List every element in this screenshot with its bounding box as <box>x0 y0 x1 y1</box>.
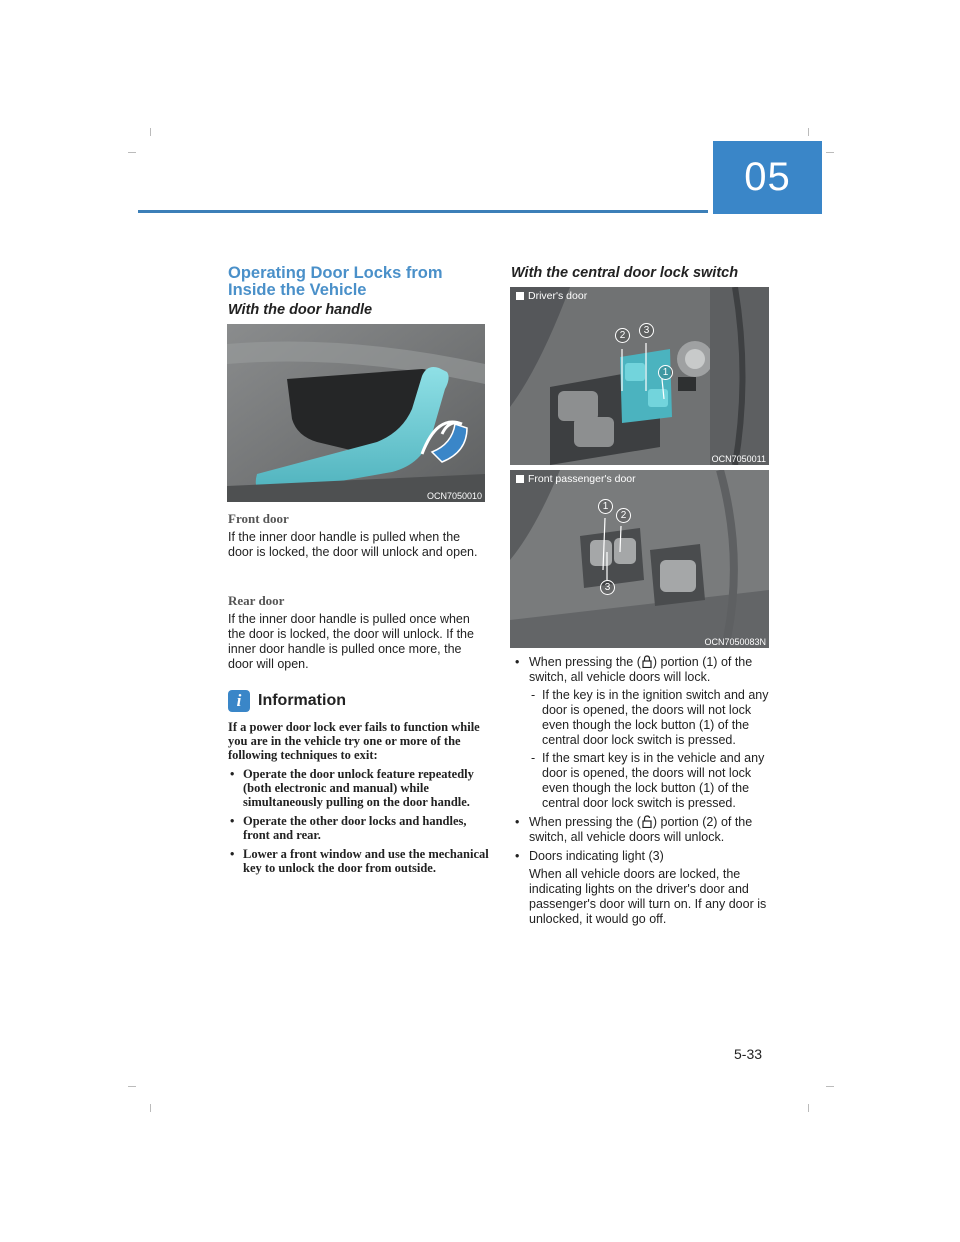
central-lock-list <box>512 655 774 927</box>
header-rule <box>138 210 708 213</box>
crop-mark <box>150 128 151 136</box>
crop-mark <box>826 1086 834 1087</box>
figure-code: OCN7050010 <box>426 491 482 501</box>
section-title-line2: Inside the Vehicle <box>228 281 367 299</box>
crop-mark <box>128 152 136 153</box>
info-icon: i <box>228 690 250 712</box>
bullet3-title: • Doors indicating light (3) <box>529 849 664 863</box>
list-item <box>512 815 774 845</box>
passenger-door-figure <box>510 470 769 648</box>
list-item <box>512 655 774 811</box>
door-handle-subheading: With the door handle <box>228 302 373 318</box>
drivers-door-label <box>516 290 587 302</box>
crop-mark <box>808 1104 809 1112</box>
callout-1: 1 <box>658 365 673 380</box>
list-item: - If the smart key is in the vehicle and any door is opened, the doors will not lock even though the lock button (1) of the central door lock switch is pressed. <box>529 751 774 811</box>
chapter-tab: 05 <box>713 141 822 214</box>
unlock-icon <box>642 815 652 828</box>
info-intro: If a power door lock ever fails to function while you are in the vehicle try one or more of the following techniques to exit: <box>228 720 480 762</box>
callout-1: 1 <box>598 499 613 514</box>
front-door-heading: Front door <box>228 511 289 526</box>
door-handle-illustration <box>227 324 485 502</box>
section-title-line1: Operating Door Locks from <box>228 264 443 282</box>
info-title: Information <box>258 692 346 709</box>
callout-3: 3 <box>639 323 654 338</box>
bullet1-before: When pressing the ( <box>529 655 641 669</box>
label-marker <box>516 475 524 483</box>
crop-mark <box>808 128 809 136</box>
figure-code: OCN7050011 <box>711 454 766 464</box>
bullet2-after: ) portion (2) of the switch, all vehicle doors will unlock. <box>529 815 753 844</box>
rear-door-heading: Rear door <box>228 593 285 608</box>
drivers-door-illustration <box>510 287 769 465</box>
passenger-door-label <box>516 473 636 485</box>
info-list <box>228 767 490 875</box>
passenger-door-illustration <box>510 470 769 648</box>
door-handle-figure <box>227 324 485 502</box>
list-item <box>512 849 774 927</box>
callout-2: 2 <box>616 508 631 523</box>
section-title <box>228 265 488 299</box>
list-item: • Operate the door unlock feature repeatedly (both electronic and manual) while simultaneously pulling on the door handle. <box>228 767 490 809</box>
crop-mark <box>826 152 834 153</box>
rear-door-text: If the inner door handle is pulled once when the door is locked, the door will unlock. If the inner door handle is pulled once more, the door will open. <box>228 612 474 671</box>
label-marker <box>516 292 524 300</box>
front-door-text: If the inner door handle is pulled when the door is locked, the door will unlock and open. <box>228 530 478 559</box>
information-box <box>228 690 490 880</box>
drivers-door-figure <box>510 287 769 465</box>
figure-code: OCN7050083N <box>704 637 766 647</box>
bullet1-after: ) portion (1) of the switch, all vehicle doors will lock. <box>529 655 753 684</box>
crop-mark <box>128 1086 136 1087</box>
lock-icon <box>642 655 652 668</box>
list-item: - If the key is in the ignition switch and any door is opened, the doors will not lock even though the lock button (1) of the central door lock switch is pressed. <box>529 688 774 748</box>
drivers-door-label-text: Driver's door <box>528 290 588 302</box>
passenger-door-label-text: Front passenger's door <box>528 473 636 485</box>
page-number: 5-33 <box>734 1046 763 1062</box>
callout-3: 3 <box>600 580 615 595</box>
bullet2-before: When pressing the ( <box>529 815 641 829</box>
list-item: • Operate the other door locks and handles, front and rear. <box>228 814 490 842</box>
bullet3-text: When all vehicle doors are locked, the indicating lights on the driver's door and passenger's door will turn on. If any door is unlocked, it would go off. <box>529 867 767 926</box>
crop-mark <box>150 1104 151 1112</box>
list-item: • Lower a front window and use the mechanical key to unlock the door from outside. <box>228 847 490 875</box>
callout-2: 2 <box>615 328 630 343</box>
bullet1-sublist <box>529 688 774 811</box>
central-lock-instructions <box>512 655 774 931</box>
central-lock-subheading: With the central door lock switch <box>511 265 739 281</box>
